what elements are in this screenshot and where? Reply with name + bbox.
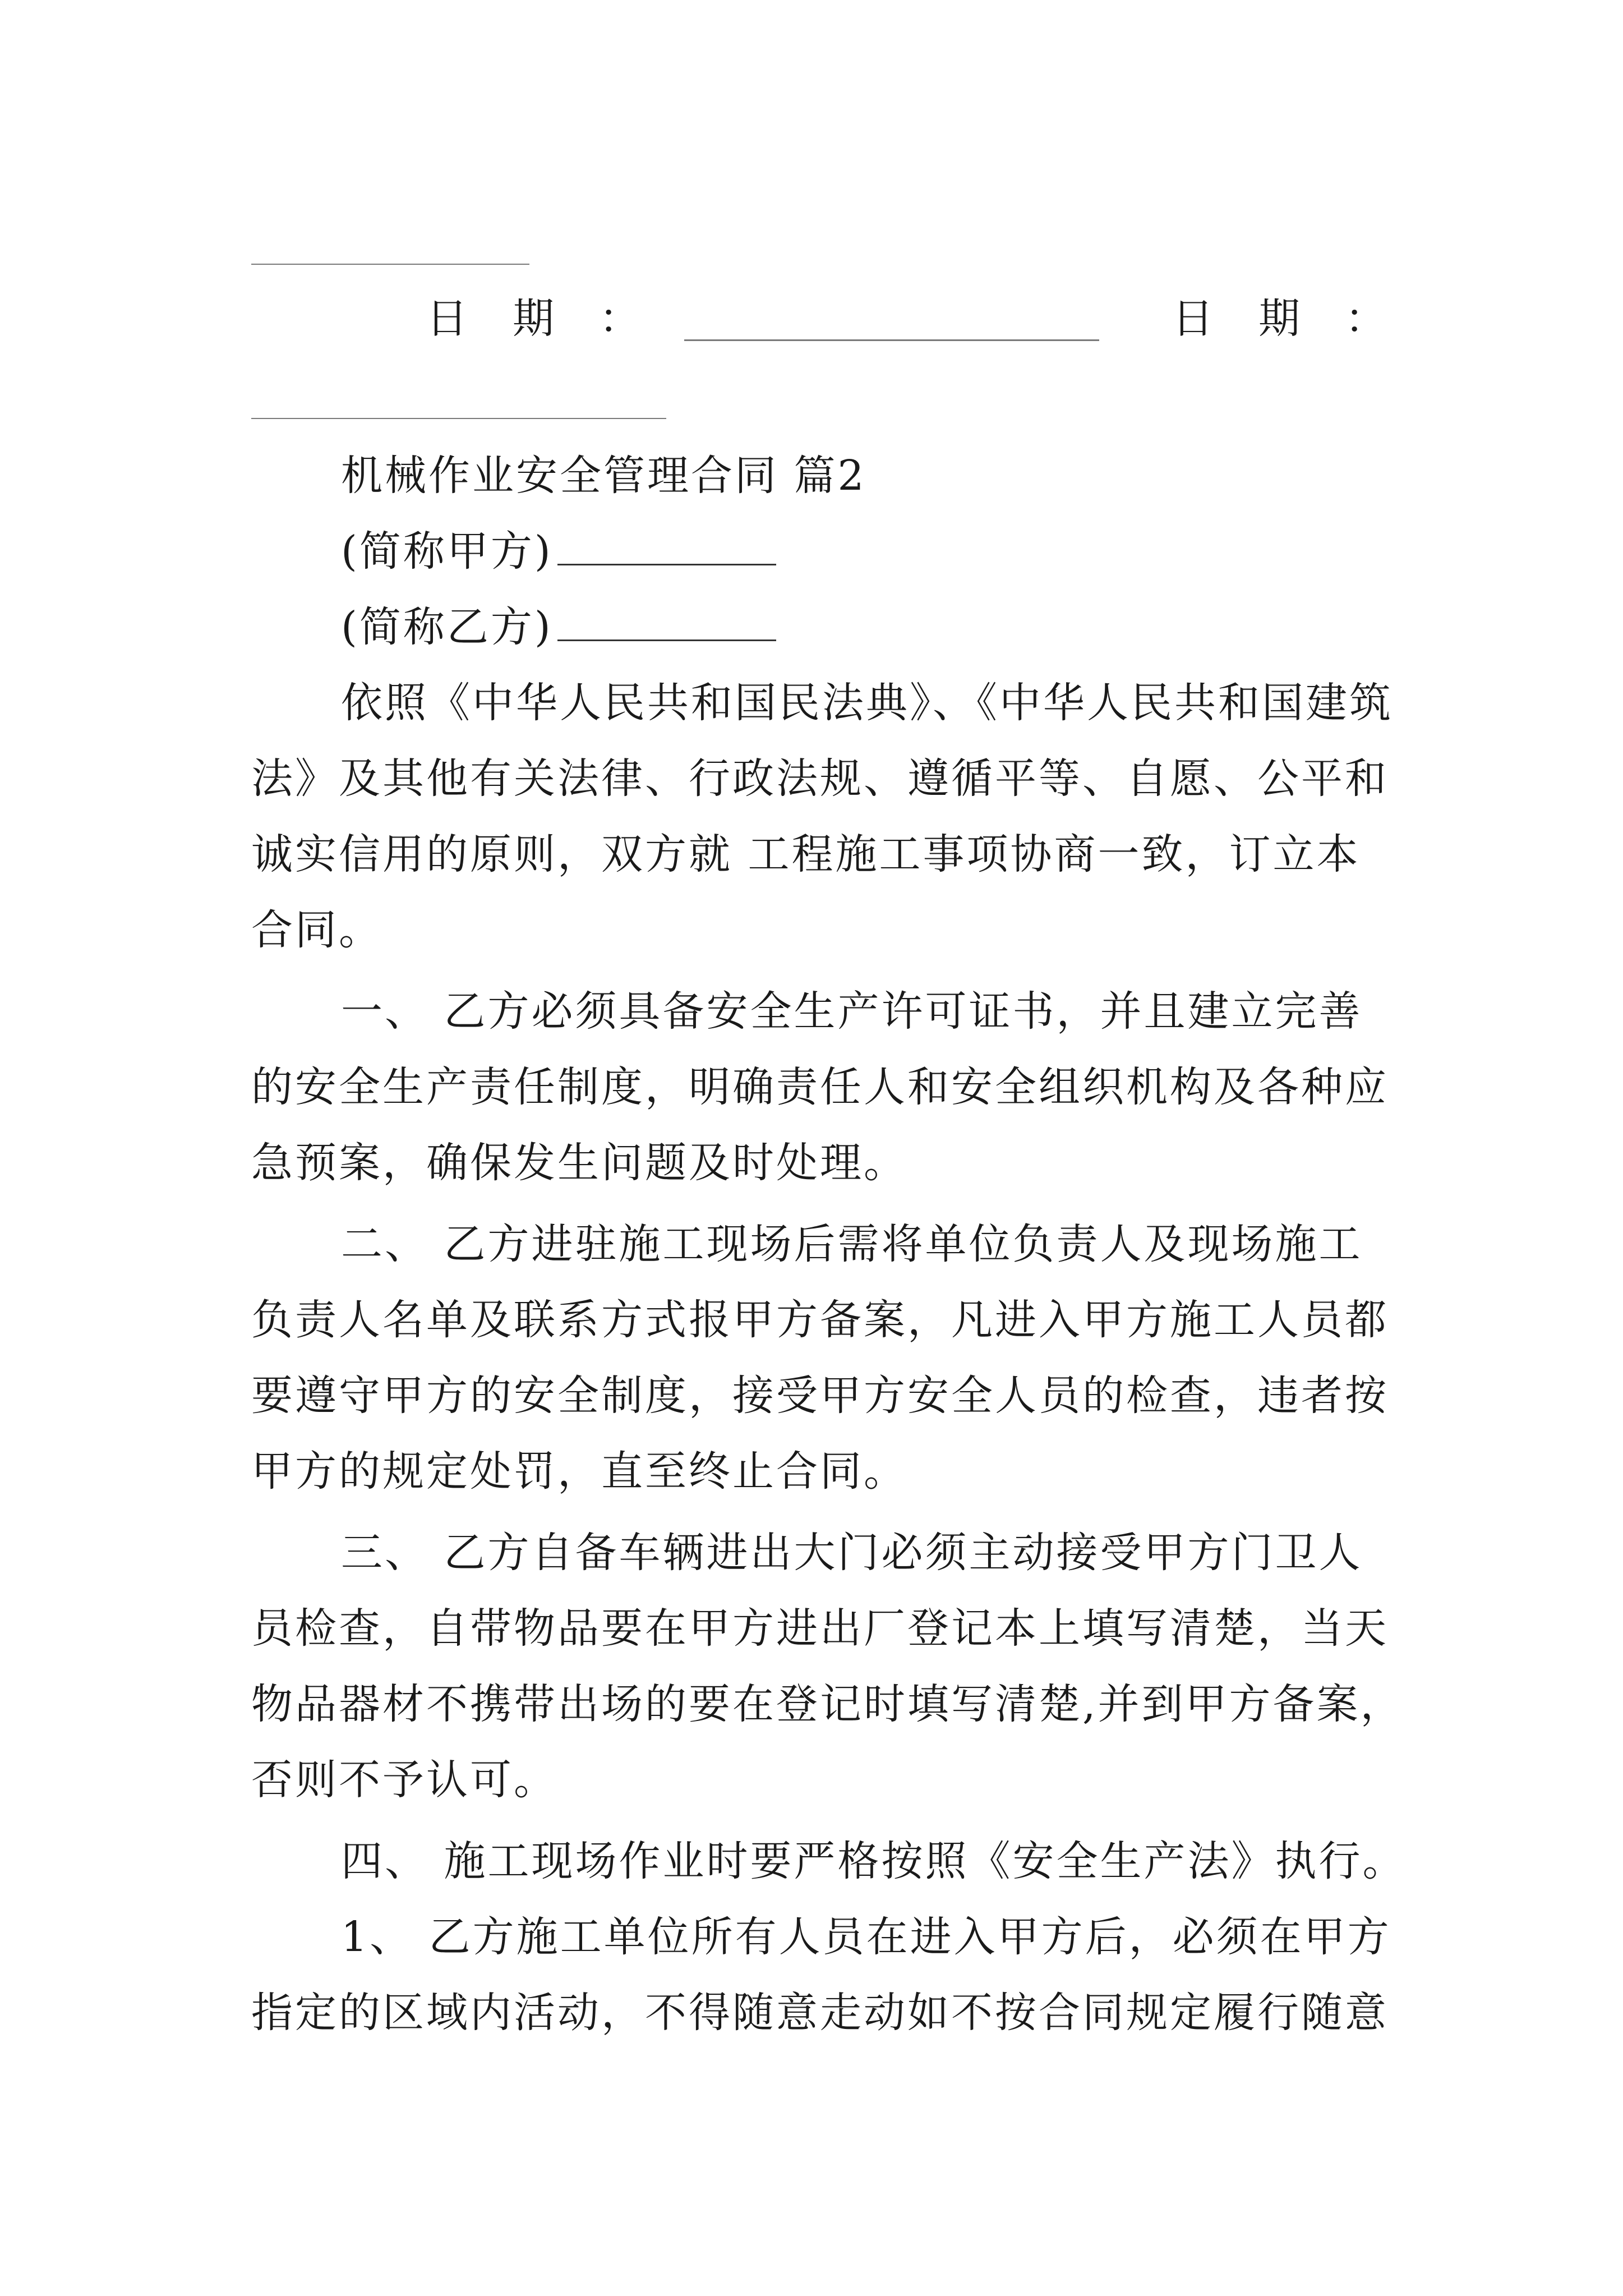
body-line: 三、 乙方自备车辆进出大门必须主动接受甲方门卫人: [341, 1529, 1363, 1577]
date-label-2: [1172, 292, 1386, 346]
body-line: 要遵守甲方的安全制度，接受甲方安全人员的检查，违者按: [251, 1372, 1389, 1420]
party-a-blank: [557, 530, 776, 565]
body-line: 物品器材不携带出场的要在登记时填写清楚,并到甲方备案，: [251, 1680, 1404, 1728]
body-line: 急预案，确保发生问题及时处理。: [251, 1139, 907, 1187]
body-line: 四、 施工现场作业时要严格按照《安全生产法》执行。: [341, 1837, 1407, 1885]
top-rule: [251, 264, 529, 265]
date-label-1: [426, 292, 640, 346]
date-blank-2: [251, 418, 666, 419]
body-line: 1、 乙方施工单位所有人员在进入甲方后，必须在甲方: [341, 1913, 1391, 1961]
body-line: 二、 乙方进驻施工现场后需将单位负责人及现场施工: [341, 1220, 1363, 1268]
party-a-line: [341, 524, 776, 578]
body-line: 一、 乙方必须具备安全生产许可证书，并且建立完善: [341, 987, 1363, 1036]
date-label-2-colon: ：: [1345, 295, 1386, 343]
body-line: 负责人名单及联系方式报甲方备案，凡进入甲方施工人员都: [251, 1296, 1389, 1344]
body-line: 诚实信用的原则，双方就 工程施工事项协商一致，订立本: [251, 830, 1361, 878]
date-blank-1: [684, 339, 1099, 341]
party-a-label: (简称甲方): [341, 527, 553, 576]
date-label-2-char-1: 日: [1172, 295, 1214, 343]
body-line: 指定的区域内活动，不得随意走动如不按合同规定履行随意: [251, 1989, 1389, 2037]
party-b-line: [341, 600, 776, 654]
party-b-label: (简称乙方): [341, 603, 553, 651]
body-line: 法》及其他有关法律、行政法规、遵循平等、自愿、公平和: [251, 754, 1389, 803]
body-line: 否则不予认可。: [251, 1756, 557, 1804]
body-line: 合同。: [251, 906, 382, 954]
body-line: 甲方的规定处罚，直至终止合同。: [251, 1447, 907, 1496]
body-line: 员检查，自带物品要在甲方进出厂登记本上填写清楚，当天: [251, 1604, 1389, 1653]
date-label-1-colon: ：: [599, 295, 640, 343]
body-line: 的安全生产责任制度，明确责任人和安全组织机构及各种应: [251, 1063, 1389, 1111]
document-title: 机械作业安全管理合同 篇2: [341, 452, 866, 500]
date-label-2-char-2: 期: [1258, 295, 1300, 343]
body-line: 依照《中华人民共和国民法典》、《中华人民共和国建筑: [341, 679, 1393, 727]
date-label-1-char-2: 期: [513, 295, 554, 343]
date-label-1-char-1: 日: [426, 295, 468, 343]
party-b-blank: [557, 606, 776, 641]
